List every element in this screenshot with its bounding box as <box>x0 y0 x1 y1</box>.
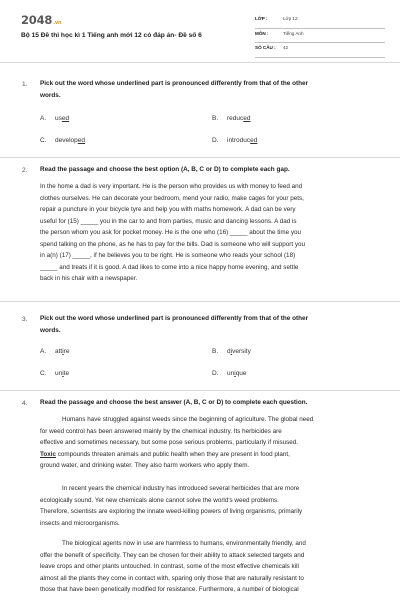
option-underlined: i <box>62 348 64 355</box>
question-prompt <box>40 164 290 176</box>
question-prompt <box>40 78 308 101</box>
question-prompt <box>40 313 308 336</box>
option-underlined: ed <box>77 137 86 144</box>
site-logo[interactable] <box>21 13 61 27</box>
option-underlined: i <box>230 348 233 355</box>
answer-option-d[interactable] <box>212 370 247 377</box>
question-number: 2. <box>22 167 28 174</box>
prompt-line: words. <box>40 326 61 334</box>
meta-class-row <box>255 14 385 29</box>
option-text: introduc <box>227 137 251 144</box>
question-number: 1. <box>22 81 28 88</box>
passage-line: those that have been genetically modified for resistance. Furthermore, a number of biological <box>40 586 299 593</box>
passage-paragraph-1 <box>40 414 313 472</box>
passage-line: back in his chair with a newspaper. <box>40 275 138 282</box>
answer-option-a[interactable] <box>40 348 69 355</box>
passage-line: in a(n) (17) _____, if he believes you to be right. He is someone who reads your school (18) <box>40 252 296 259</box>
option-letter: B. <box>212 115 219 122</box>
option-underlined: ed <box>243 115 251 122</box>
question-number: 3. <box>22 316 28 323</box>
passage-line: the person whom you ask for pocket money. He is the one who (16) _____ about the time you <box>40 229 302 236</box>
meta-value: 42 <box>283 45 289 50</box>
option-letter: A. <box>40 348 47 355</box>
option-text: re <box>63 348 70 355</box>
document-title: Bộ 15 Đề thi học kì 1 Tiếng anh mới 12 có đáp án- Đề số 6 <box>21 32 202 39</box>
option-underlined: i <box>62 370 64 377</box>
option-underlined: i <box>234 370 236 377</box>
passage-paragraph-2 <box>40 483 302 529</box>
answer-option-d[interactable] <box>212 137 257 144</box>
answer-option-a[interactable] <box>40 115 69 122</box>
meta-subject-row <box>255 29 385 44</box>
passage-text: compounds threaten animals and public health when they are present in food plant, <box>57 450 290 458</box>
passage-line: repair a puncture in your bicycle tyre and help you with maths homework. A dad can be very <box>40 206 296 213</box>
passage-line: effective and sometimes necessary, but some pose serious problems, particularly if misused. <box>40 439 299 446</box>
meta-value: Lớp 12 <box>283 16 298 21</box>
answer-option-c[interactable] <box>40 370 69 377</box>
logo-suffix: .vn <box>53 20 62 26</box>
logo-text: 2048 <box>21 13 53 27</box>
option-text: un <box>227 370 235 377</box>
meta-key: LỚP : <box>255 16 268 21</box>
passage-line: for weed control has been answered mainly by the chemical industry. Its herbicides are <box>40 427 282 435</box>
question-divider <box>0 157 400 158</box>
header-divider <box>0 62 400 63</box>
reading-passage <box>40 181 305 285</box>
passage-line: In the home a dad is very important. He is the person who provides us with money to feed and <box>40 183 303 190</box>
option-text: att <box>55 348 63 355</box>
question-divider <box>0 301 400 302</box>
prompt-line: Pick out the word whose underlined part is pronounced differently from that of the other <box>40 315 309 322</box>
option-text: versity <box>232 348 251 355</box>
option-letter: D. <box>212 137 219 144</box>
passage-line: ground water, and drinking water. They also harm workers who apply them. <box>40 462 250 469</box>
passage-paragraph-3 <box>40 538 306 596</box>
passage-line: Therefore, scientists are exploring the innate weed-killing powers of living organisms, primarily <box>40 508 303 515</box>
option-letter: D. <box>212 370 219 377</box>
passage-text: The biological agents now in use are harmless to humans, environmentally friendly, and <box>62 540 306 547</box>
answer-option-c[interactable] <box>40 137 85 144</box>
prompt-line: Read the passage and choose the best option (A, B, C or D) to complete each gap. <box>40 166 290 173</box>
prompt-line: Read the passage and choose the best answer (A, B, C or D) to complete each question. <box>40 399 308 406</box>
option-letter: B. <box>212 348 219 355</box>
passage-text: Humans have struggled against weeds since the beginning of agriculture. The global need <box>62 416 314 423</box>
prompt-line: words. <box>40 91 61 99</box>
passage-line <box>40 483 302 495</box>
option-text: us <box>55 115 62 122</box>
passage-line: spend talking on the phone, as he has to pay for the bills. Dad is someone who will support you <box>40 240 305 248</box>
option-letter: C. <box>40 370 47 377</box>
passage-line: clothes ourselves. He can decorate your bedroom, mend your radio, make cages for your pets, <box>40 194 304 202</box>
question-divider <box>0 390 400 391</box>
option-underlined: ed <box>61 115 70 122</box>
passage-line: insects and microorganisms. <box>40 519 120 527</box>
prompt-line: Pick out the word whose underlined part is pronounced differently from that of the other <box>40 80 309 87</box>
document-meta <box>255 14 385 58</box>
passage-line <box>40 538 306 550</box>
passage-text: In recent years the chemical industry has introduced several herbicides that are more <box>62 485 300 492</box>
answer-option-b[interactable] <box>212 115 251 122</box>
passage-line: almost all the plants they come in contact with, sparing only those that are naturally resistant to <box>40 574 304 582</box>
toxic-underlined-word: Toxic <box>40 450 56 458</box>
question-number: 4. <box>22 400 28 407</box>
meta-count-row <box>255 43 385 58</box>
passage-line: ecologically sound. Yet new chemicals alone cannot solve the world's weed problems. <box>40 496 279 504</box>
option-underlined: ed <box>250 137 258 144</box>
passage-line <box>40 449 313 461</box>
page-header <box>0 0 400 60</box>
option-letter: A. <box>40 115 47 122</box>
option-text: que <box>235 370 247 377</box>
answer-option-b[interactable] <box>212 348 251 355</box>
option-text: un <box>55 370 63 377</box>
passage-line: offer the benefit of specificity. They can be chosen for their ability to attack selected targets and <box>40 551 305 559</box>
option-letter: C. <box>40 137 47 144</box>
passage-line: _____ and treats if it is good. A dad likes to come into a nice happy home evening, and settle <box>40 263 299 271</box>
meta-value: Tiếng Anh <box>283 30 304 36</box>
option-text: d <box>227 348 231 355</box>
option-text: te <box>63 370 70 377</box>
meta-key: MÔN : <box>255 30 269 36</box>
question-prompt <box>40 397 307 409</box>
passage-line <box>40 414 313 426</box>
passage-line: useful for (15) _____ you in the car to and from parties, music and dancing lessons. A dad is <box>40 217 297 225</box>
meta-key: SỐ CÂU : <box>255 45 276 50</box>
option-text: reduc <box>227 115 244 122</box>
passage-line: leave crops and other plants untouched. In contrast, some of the most effective chemicals kill <box>40 563 299 570</box>
option-text: develop <box>55 137 78 144</box>
